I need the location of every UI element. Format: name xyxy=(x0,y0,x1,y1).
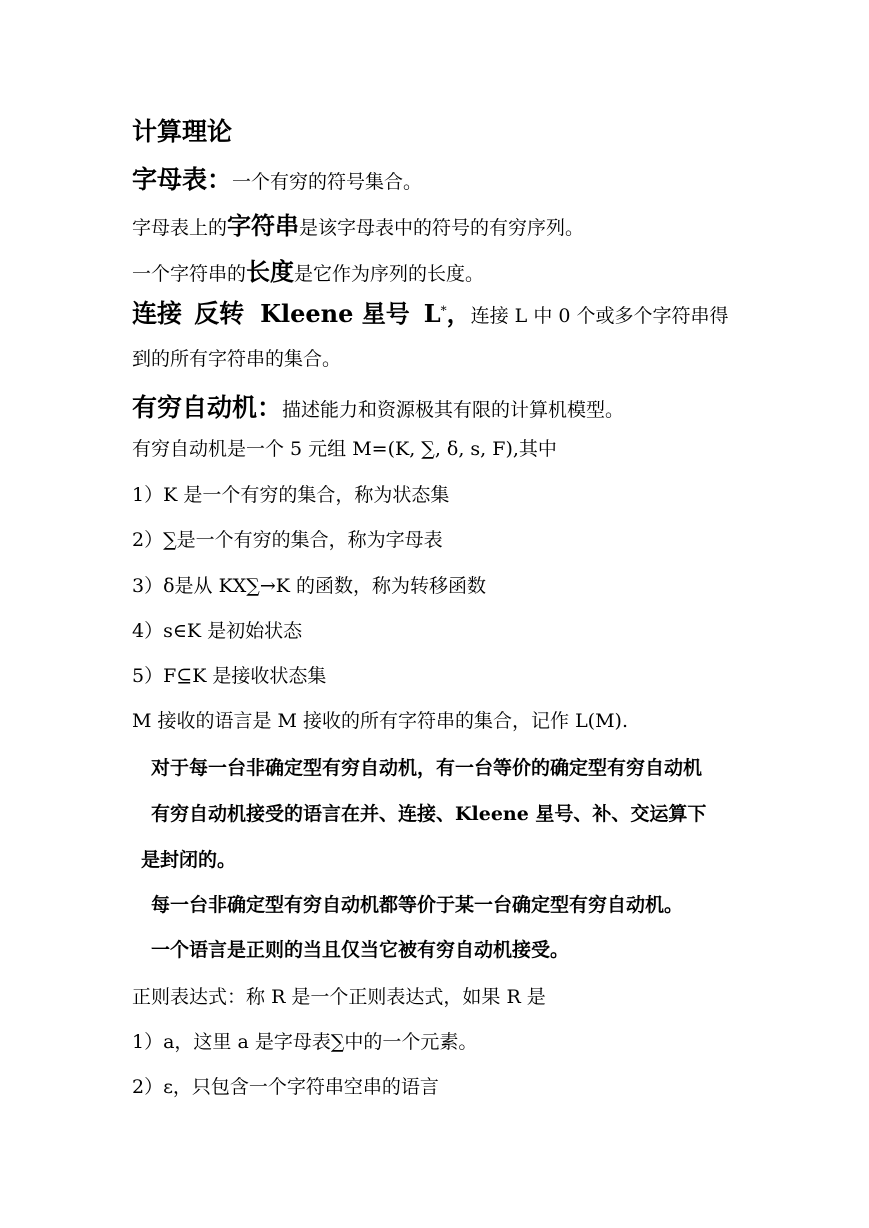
theorem: 是封闭的。 xyxy=(141,849,237,871)
star-symbol: * xyxy=(440,303,447,318)
length-pre: 一个字符串的 xyxy=(132,263,247,285)
alphabet-colon: ： xyxy=(207,165,233,194)
theorem: 对于每一台非确定型有穷自动机，有一台等价的确定型有穷自动机 xyxy=(151,757,703,779)
fa-item: 5）F⊆K 是接收状态集 xyxy=(132,665,327,687)
length-post: 是它作为序列的长度。 xyxy=(294,263,485,285)
alphabet-term: 字母表 xyxy=(132,165,208,194)
kleene-description: 连接 L 中 0 个或多个字符串得 xyxy=(470,305,729,327)
operations-line xyxy=(132,294,729,330)
accepted-language: M 接收的语言是 M 接收的所有字符串的集合，记作 L(M). xyxy=(132,710,629,732)
regex-text: 称 R 是一个正则表达式，如果 R 是 xyxy=(246,986,546,1008)
page-title: 计算理论 xyxy=(132,117,233,146)
fa-item: 1）K 是一个有穷的集合，称为状态集 xyxy=(132,484,450,506)
regex-definition xyxy=(132,982,546,1009)
regex-item: 1）a，这里 a 是字母表∑中的一个元素。 xyxy=(132,1031,478,1053)
fa-term: 有穷自动机 xyxy=(132,393,258,422)
reverse-term: 反转 xyxy=(194,299,245,328)
language-symbol: L xyxy=(423,299,441,328)
string-term: 字符串 xyxy=(227,212,300,240)
alphabet-text: 一个有穷的符号集合。 xyxy=(232,171,423,193)
fa-item: 2）∑是一个有穷的集合，称为字母表 xyxy=(132,529,443,551)
kleene-continued: 到的所有字符串的集合。 xyxy=(132,348,342,370)
fa-tuple: 有穷自动机是一个 5 元组 M=(K, ∑, δ, s, F),其中 xyxy=(132,438,557,460)
fa-colon: ： xyxy=(257,393,283,422)
regex-item: 2）ε，只包含一个字符串空串的语言 xyxy=(132,1076,439,1098)
fa-item: 4）s∈K 是初始状态 xyxy=(132,620,303,642)
fa-text: 描述能力和资源极其有限的计算机模型。 xyxy=(282,399,625,421)
string-definition xyxy=(132,206,584,241)
alphabet-definition xyxy=(132,160,422,196)
string-pre: 字母表上的 xyxy=(132,217,228,239)
theorem: 每一台非确定型有穷自动机都等价于某一台确定型有穷自动机。 xyxy=(151,894,684,916)
theorem: 一个语言是正则的当且仅当它被有穷自动机接受。 xyxy=(151,939,570,961)
regex-colon: ： xyxy=(227,986,247,1008)
fa-definition xyxy=(132,388,624,424)
kleene-term: Kleene 星号 xyxy=(260,299,410,328)
length-term: 长度 xyxy=(246,258,295,286)
theorem: 有穷自动机接受的语言在并、连接、Kleene 星号、补、交运算下 xyxy=(151,803,707,825)
ops-comma: ， xyxy=(446,299,471,328)
regex-term: 正则表达式 xyxy=(132,986,228,1008)
length-definition xyxy=(132,252,484,287)
fa-item: 3）δ是从 KX∑→K 的函数，称为转移函数 xyxy=(132,575,487,597)
string-post: 是该字母表中的符号的有穷序列。 xyxy=(299,217,585,239)
concat-term: 连接 xyxy=(132,299,183,328)
